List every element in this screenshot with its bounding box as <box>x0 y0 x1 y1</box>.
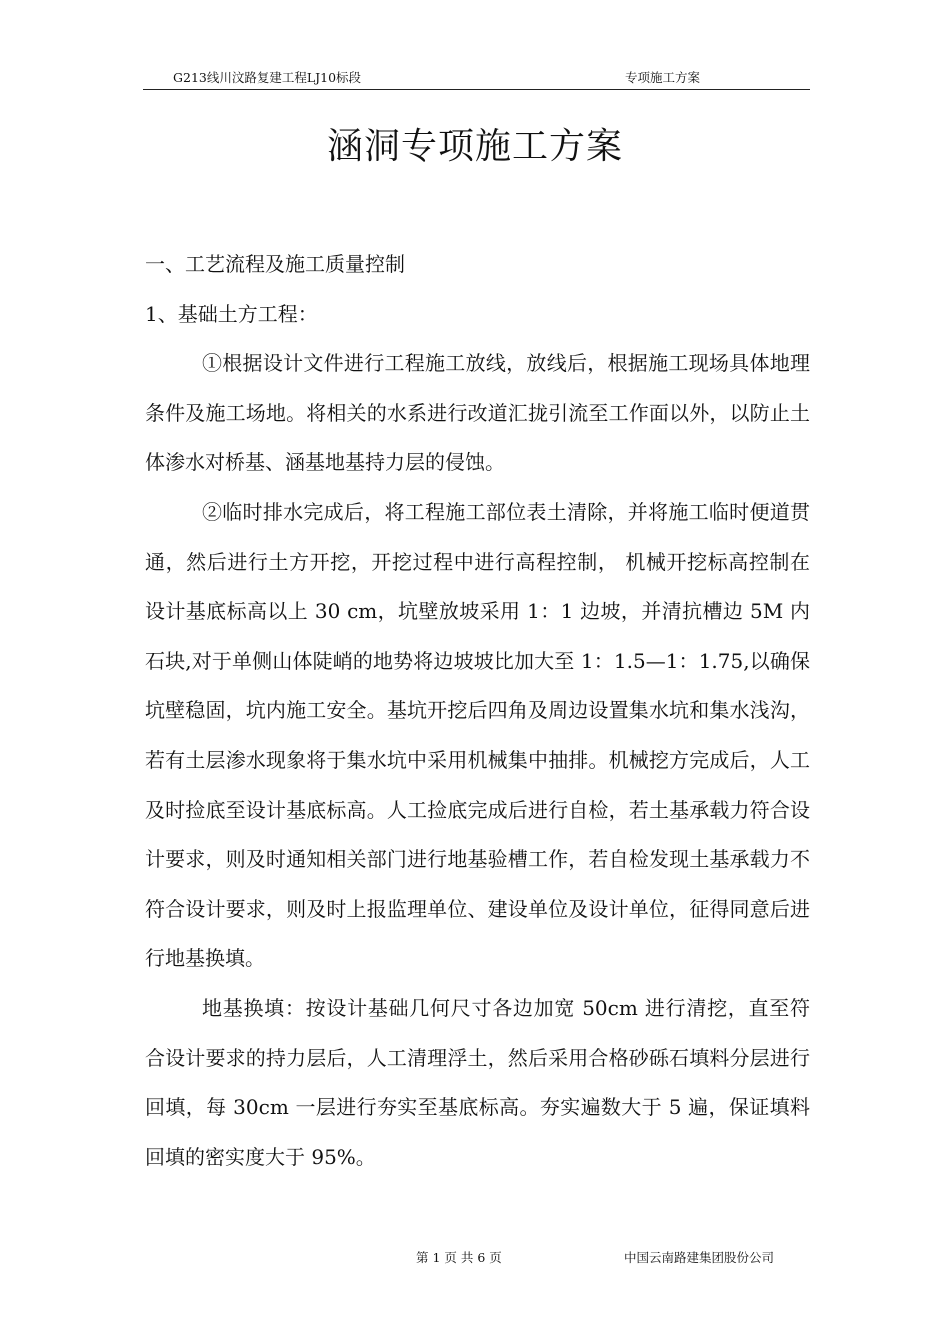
subsection-heading: 1、基础土方工程： <box>145 301 318 326</box>
document-body <box>145 240 810 1182</box>
document-title: 涵洞专项施工方案 <box>326 126 623 167</box>
paragraph: ②临时排水完成后，将工程施工部位表土清除，并将施工临时便道贯通，然后进行土方开挖，开挖过程中进行高程控制， 机械开挖标高控制在设计基底标高以上 30 cm，坑壁放坡采用 1：1 边坡，并清抗槽边 5M 内石块,对于单侧山体陡峭的地势将边坡坡比加大至 1：1.5—1：1.75,以确保坑壁稳固，坑内施工安全。基坑开挖后四角及周边设置集水坑和集水浅沟，若有土层渗水现象将于集水坑中采用机械集中抽排。机械挖方完成后，人工及时捡底至设计基底标高。人工捡底完成后进行自检，若土基承载力符合设计要求，则及时通知相关部门进行地基验槽工作，若自检发现土基承载力不符合设计要求，则及时上报监理单位、建设单位及设计单位，征得同意后进行地基换填。 <box>145 499 810 971</box>
section-heading: 一、工艺流程及施工质量控制 <box>145 252 405 276</box>
header-project-name: G213线川汶路复建工程LJ10标段 <box>173 70 362 85</box>
page-number: 第 1 页 共 6 页 <box>416 1250 502 1265</box>
header-document-type: 专项施工方案 <box>625 70 701 85</box>
page-header <box>143 70 810 90</box>
footer-company: 中国云南路建集团股份公司 <box>624 1250 775 1265</box>
paragraph: ①根据设计文件进行工程施工放线，放线后，根据施工现场具体地理条件及施工场地。将相关的水系进行改道汇拢引流至工作面以外，以防止土体渗水对桥基、涵基地基持力层的侵蚀。 <box>145 351 810 475</box>
paragraph: 地基换填：按设计基础几何尺寸各边加宽 50cm 进行清挖，直至符合设计要求的持力层后，人工清理浮土，然后采用合格砂砾石填料分层进行回填，每 30cm 一层进行夯实至基底标高。夯实遍数大于 5 遍，保证填料回填的密实度大于 95%。 <box>145 995 810 1169</box>
